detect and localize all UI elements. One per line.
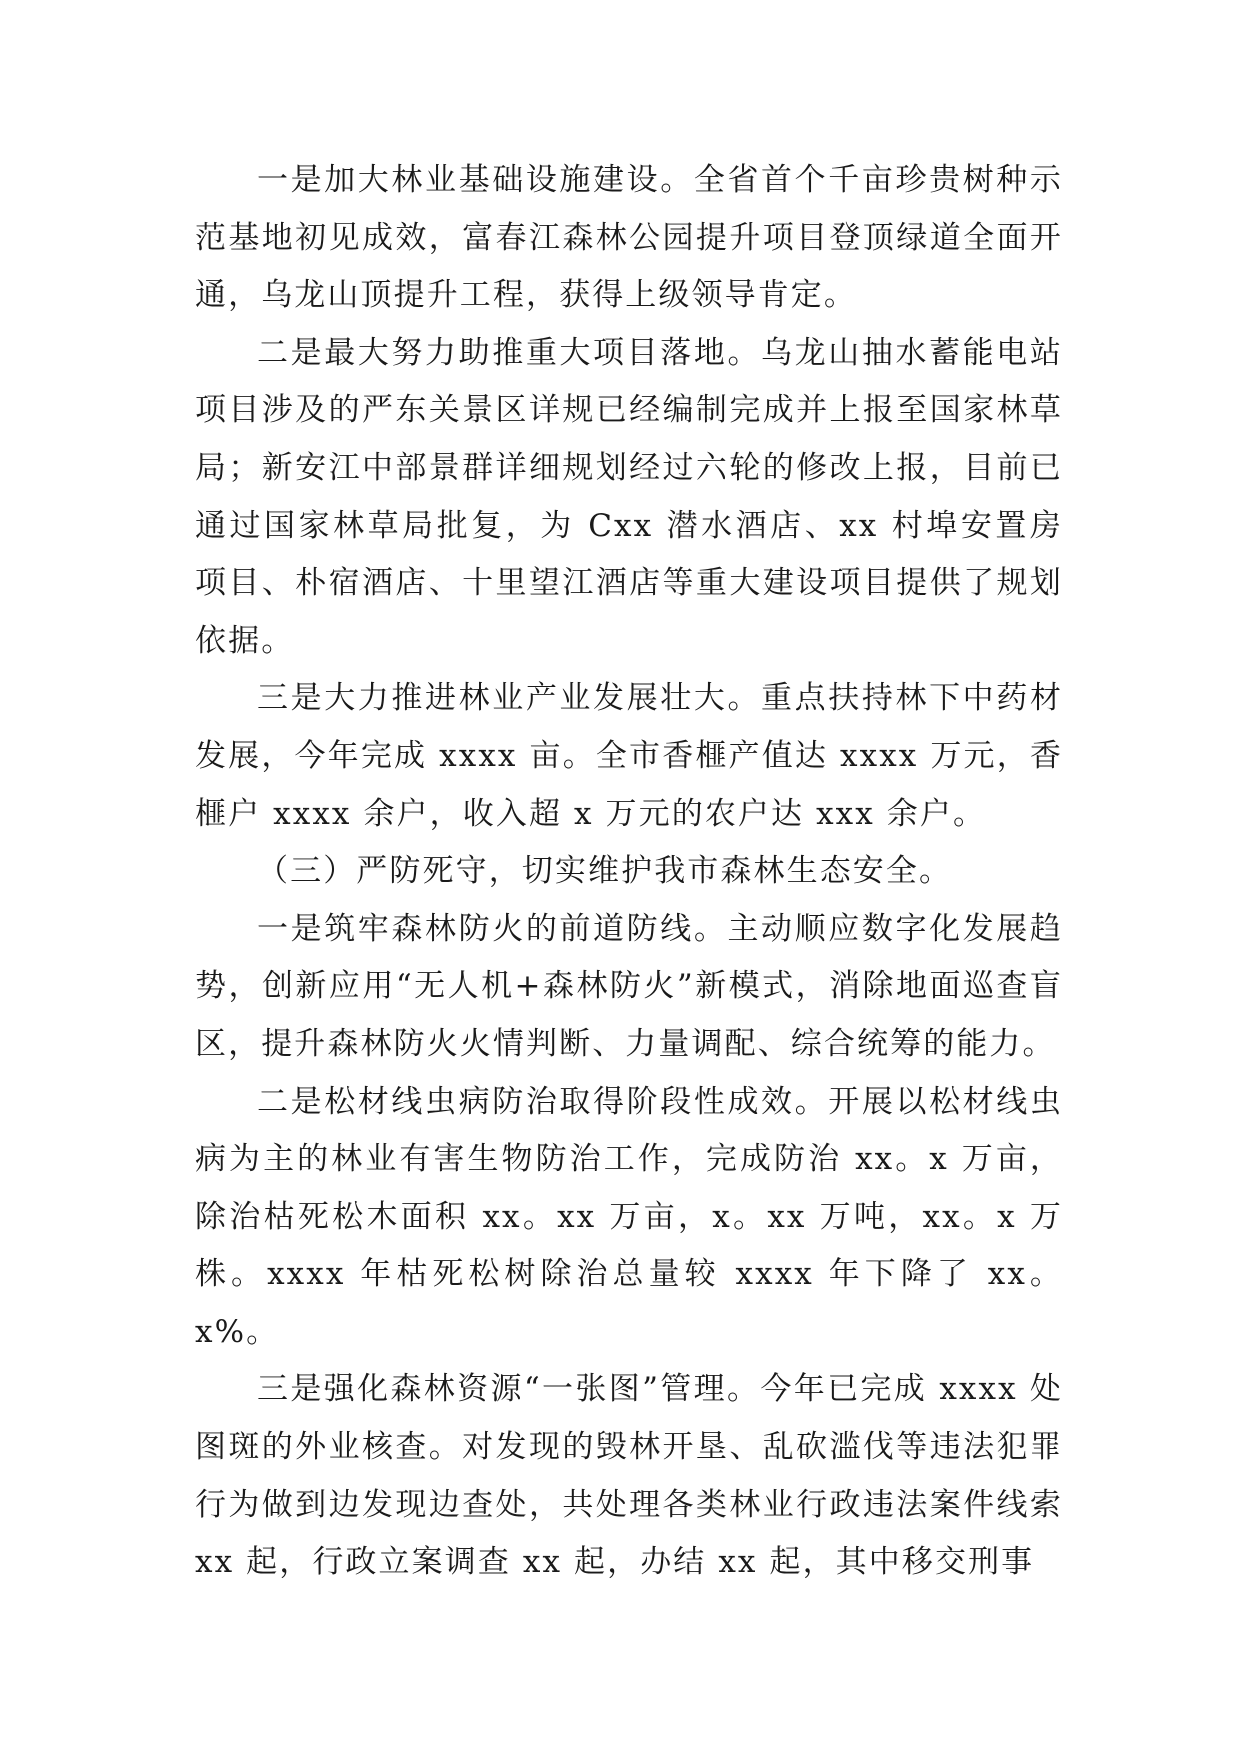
paragraph-major-projects: 二是最大努力助推重大项目落地。乌龙山抽水蓄能电站项目涉及的严东关景区详规已经编制完成并上报至国家林草局；新安江中部景群详细规划经过六轮的修改上报，目前已通过国家林草局批复，为 Cxx 潜水酒店、xx 村埠安置房项目、朴宿酒店、十里望江酒店等重大建设项目提供了规划依据。 (195, 334, 1063, 659)
paragraph-resource-map: 三是强化森林资源“一张图”管理。今年已完成 xxxx 处图斑的外业核查。对发现的毁林开垦、乱砍滥伐等违法犯罪行为做到边发现边查处，共处理各类林业行政违法案件线索 xx 起，行政立案调查 xx 起，办结 xx 起，其中移交刑事 (195, 1371, 1063, 1581)
paragraph-forestry-industry: 三是大力推进林业产业发展壮大。重点扶持林下中药材发展，今年完成 xxxx 亩。全市香榧产值达 xxxx 万元，香榧户 xxxx 余户，收入超 x 万元的农户达 xxx 余户。 (195, 680, 1063, 832)
paragraph-pine-wilt-control: 二是松材线虫病防治取得阶段性成效。开展以松材线虫病为主的林业有害生物防治工作，完成防治 xx。x 万亩，除治枯死松木面积 xx。xx 万亩，x。xx 万吨，xx。x 万株。xxxx 年枯死松树除治总量较 xxxx 年下降了 xx。x%。 (195, 1083, 1063, 1350)
document-body (195, 152, 1063, 1592)
section-heading-forest-safety: （三）严防死守，切实维护我市森林生态安全。 (257, 853, 953, 890)
paragraph-infrastructure: 一是加大林业基础设施建设。全省首个千亩珍贵树种示范基地初见成效，富春江森林公园提升项目登顶绿道全面开通，乌龙山顶提升工程，获得上级领导肯定。 (195, 162, 1063, 314)
paragraph-fire-prevention: 一是筑牢森林防火的前道防线。主动顺应数字化发展趋势，创新应用“无人机+森林防火”新模式，消除地面巡查盲区，提升森林防火火情判断、力量调配、综合统筹的能力。 (195, 910, 1063, 1062)
